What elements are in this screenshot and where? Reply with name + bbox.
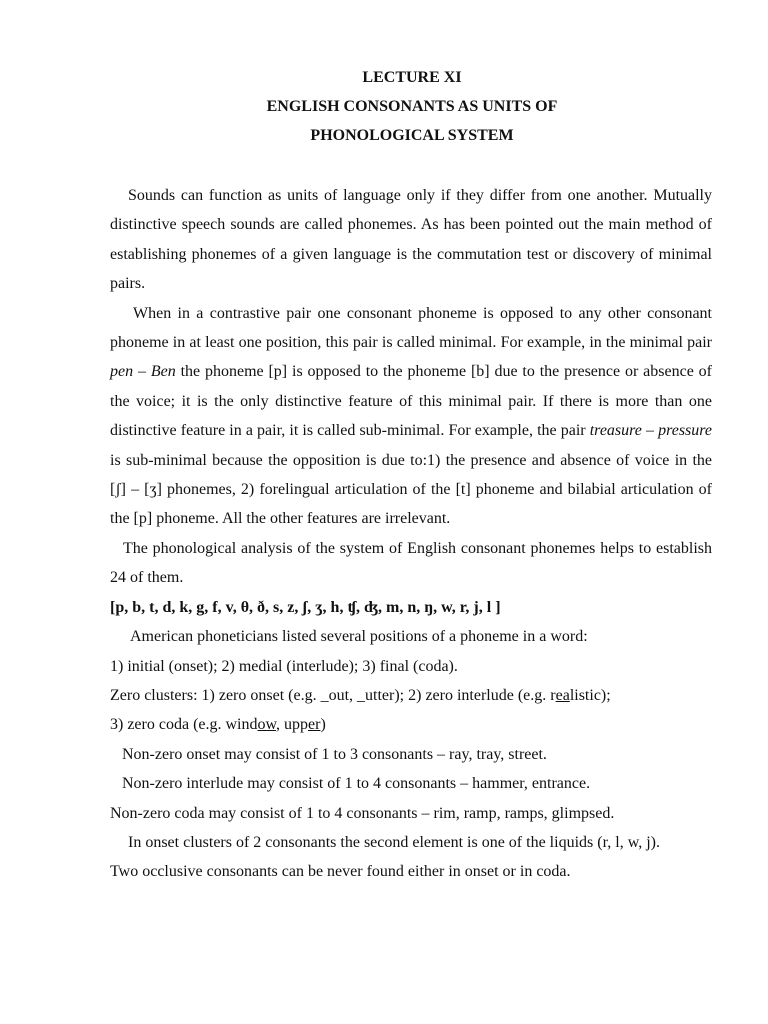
paragraph-zero-coda [110,710,712,739]
text-run: When in a contrastive pair one consonant phoneme is opposed to any other consonant phoneme in at least one position, this pair is called minimal. For example, in the minimal pair [110,304,712,352]
paragraph-zero-clusters [110,681,712,710]
paragraph-nonzero-interlude: Non-zero interlude may consist of 1 to 4 consonants – hammer, entrance. [122,775,591,793]
consonant-phoneme-list: [p, b, t, d, k, g, f, v, θ, ð, s, z, ʃ, ʒ, h, ʧ, ʤ, m, n, ŋ, w, r, j, l ] [110,598,501,616]
example-treasure-pressure: treasure – pressure [589,422,713,440]
text-run: , upp [276,716,309,734]
paragraph-phonological-analysis: The phonological analysis of the system of English consonant phonemes helps to establish 24 of them. [110,539,712,587]
underlined-letters: er [308,716,321,734]
lecture-title-line-1: ENGLISH CONSONANTS AS UNITS OF [266,98,558,115]
underlined-letters: ow [257,716,277,734]
lecture-title-line-2: PHONOLOGICAL SYSTEM [310,127,514,144]
example-pen-ben: pen – Ben [110,363,176,381]
paragraph-positions: American phoneticians listed several positions of a phoneme in a word: [130,628,588,646]
lecture-number: LECTURE XI [362,69,462,86]
paragraph-positions-list: 1) initial (onset); 2) medial (interlude); 3) final (coda). [110,657,458,675]
text-run: listic); [569,686,611,704]
text-run: Zero clusters: 1) zero onset (e.g. _out, _utter); 2) zero interlude (e.g. r [110,686,556,704]
text-run: ) [320,716,326,734]
underlined-letters: ea [555,686,570,704]
paragraph-onset-clusters: In onset clusters of 2 consonants the second element is one of the liquids (r, l, w, j). [128,833,660,851]
paragraph-occlusive: Two occlusive consonants can be never found either in onset or in coda. [110,863,571,881]
text-run: the phoneme [p] is opposed to the phoneme [b] due to the presence or absence of the voice; it is the only distinctive feature of this minimal pair. If there is more than one distinctive feature in a pair, it is called sub-minimal. For example, the pair [110,363,712,440]
paragraph-phonemes-intro: Sounds can function as units of language only if they differ from one another. Mutually distinctive speech sounds are called phonemes. As has been pointed out the main method of establishing phonemes of a given language is the commutation test or discovery of minimal pairs. [110,187,712,293]
paragraph-nonzero-coda: Non-zero coda may consist of 1 to 4 consonants – rim, ramp, ramps, glimpsed. [110,804,615,822]
paragraph-nonzero-onset: Non-zero onset may consist of 1 to 3 consonants – ray, tray, street. [122,745,547,763]
text-run: 3) zero coda (e.g. wind [110,716,258,734]
lecture-body [110,181,712,887]
paragraph-minimal-pairs [110,299,712,534]
text-run: is sub-minimal because the opposition is due to:1) the presence and absence of voice in the [ʃ] – [ʒ] phonemes, 2) forelingual articulation of the [t] phoneme and bilabial articulation of the [p] phoneme. All the other features are irrelevant. [110,451,712,528]
